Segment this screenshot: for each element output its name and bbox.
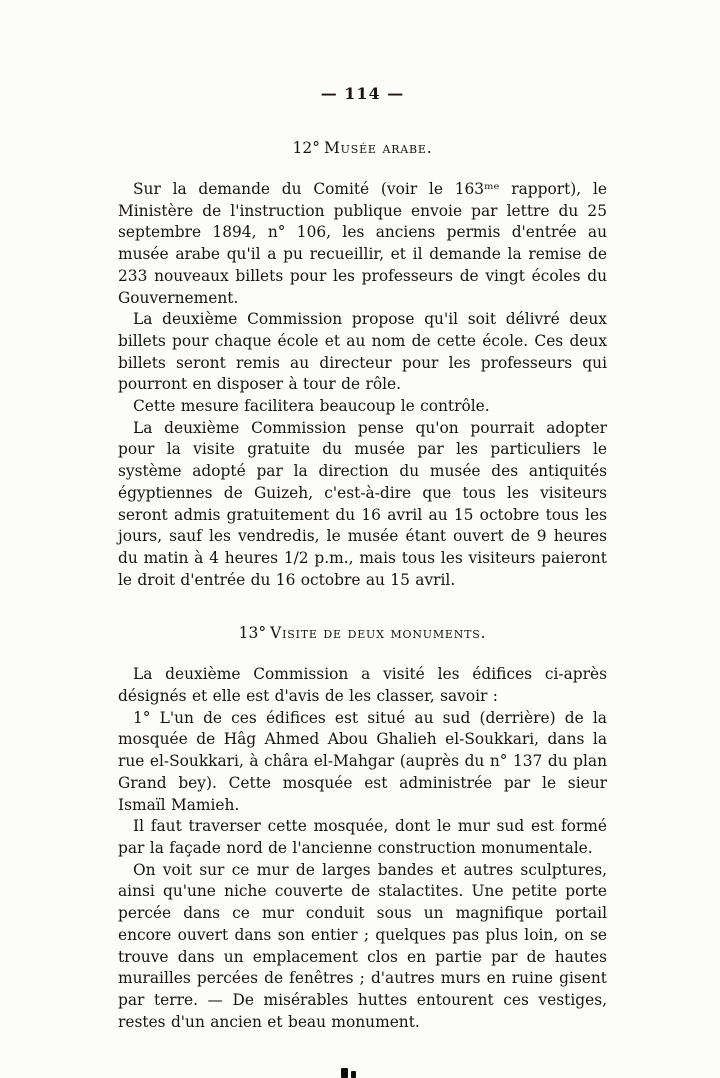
paragraph: La deuxième Commission pense qu'on pourrait adopter pour la visite gratuite du musée par les particuliers le système adopté par la direction du musée des antiquités égyptiennes de Guizeh, c'est-à-dire que tous les visiteurs seront admis gratuitement du 16 avril au 15 octobre tous les jours, sauf les vendredis, le musée étant ouvert de 9 heures du matin à 4 heures 1/2 p.m., mais tous les visiteurs paieront le droit d'entrée du 16 octobre au 15 avril. <box>118 418 607 589</box>
section-heading-visite-monuments <box>118 624 607 642</box>
section-visite-monuments <box>118 624 607 1033</box>
scan-artifact <box>341 1068 348 1078</box>
section-title: Visite de deux monuments. <box>270 624 487 643</box>
document-page <box>118 0 607 1033</box>
section-heading-musee-arabe <box>118 139 607 157</box>
paragraph: Cette mesure facilitera beaucoup le contrôle. <box>133 397 490 416</box>
paragraph: Sur la demande du Comité (voir le 163ᵐᵉ rapport), le Ministère de l'instruction publique envoie par lettre du 25 septembre 1894, n° 106, les anciens permis d'entrée au musée arabe qu'il a pu recueillir, et il demande la remise de 233 nouveaux billets pour les professeurs de vingt écoles du Gouvernement. <box>118 180 607 307</box>
section-number: 13° <box>238 624 267 643</box>
scan-artifact <box>351 1071 356 1078</box>
paragraph: La deuxième Commission propose qu'il soit délivré deux billets pour chaque école et au nom de cette école. Ces deux billets seront remis au directeur pour les professeurs qui pourront en disposer à tour de rôle. <box>118 310 607 394</box>
section-number: 12° <box>292 139 320 157</box>
section-title: Musée arabe. <box>324 139 433 157</box>
paragraph: 1° L'un de ces édifices est situé au sud (derrière) de la mosquée de Hâg Ahmed Abou Ghalieh el-Soukkari, dans la rue el-Soukkari, à châra el-Mahgar (auprès du n° 137 du plan Grand bey). Cette mosquée est administrée par le sieur Ismaïl Mamieh. <box>118 708 607 814</box>
section-musee-arabe <box>118 139 607 591</box>
paragraph: La deuxième Commission a visité les édifices ci-après désignés et elle est d'avis de les classer, savoir : <box>118 665 607 706</box>
paragraph: Il faut traverser cette mosquée, dont le mur sud est formé par la façade nord de l'ancienne construction monumentale. <box>118 817 607 857</box>
page-number: — 114 — <box>320 84 405 103</box>
paragraph: On voit sur ce mur de larges bandes et autres sculptures, ainsi qu'une niche couverte de stalactites. Une petite porte percée dans ce mur conduit sous un magnifique portail encore ouvert dans son entier ; quelques pas plus loin, on se trouve dans un emplacement clos en partie par de hautes murailles percées de fenêtres ; d'autres murs en ruine gisent par terre. — De misérables huttes entourent ces vestiges, restes d'un ancien et beau monument. <box>118 860 607 1031</box>
